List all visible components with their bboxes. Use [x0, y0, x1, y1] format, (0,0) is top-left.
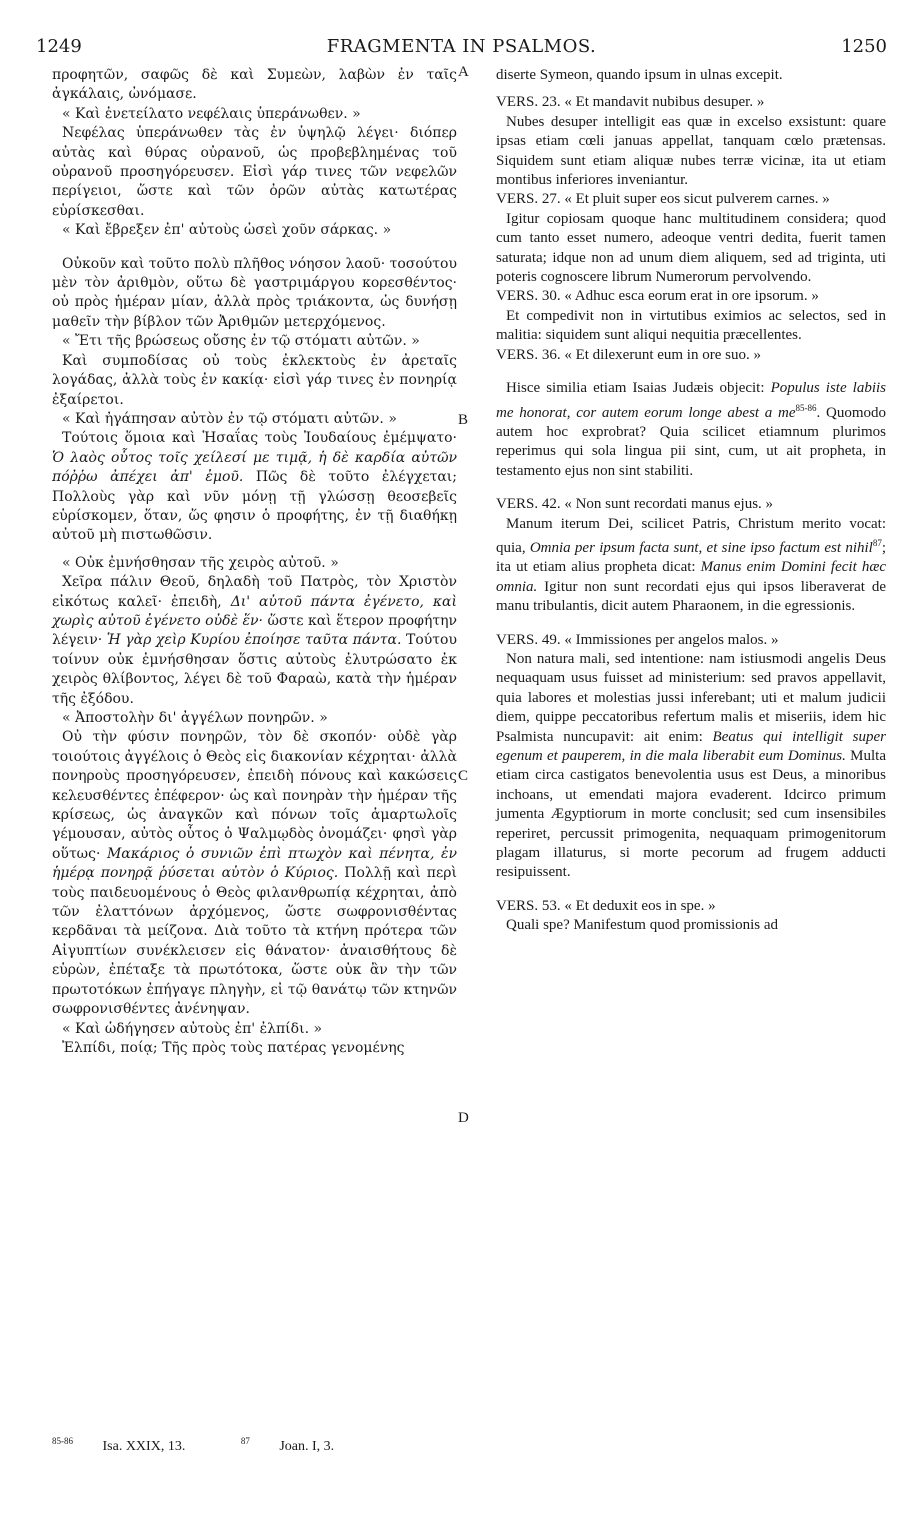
greek-verse-53: « Καὶ ὡδήγησεν αὐτοὺς ἐπ' ἐλπίδι. » [62, 1020, 323, 1037]
greek-paragraph: Νεφέλας ὑπεράνωθεν τὰς ἐν ὑψηλῷ λέγει· διόπερ αὐτὰς καὶ θύρας οὐρανοῦ, ὡς προβεβλημένας τοῦ οὐρανοῦ προσηγόρευσεν. Εἰσὶ γάρ τινες τῶν νεφελῶν περίγειοι, ὥστε καὶ τῶν ὀρῶν αὐτὰς κατωτέρας εὑρίσκεσθαι. [52, 125, 457, 219]
latin-paragraph: Non natura mali, sed intentione: nam istiusmodi angelis Deus nequaquam usus fuisset ad ministerium: sed pravos appellavit, quia labores et molestias jussi inferebant; uti et malum judicii diem, quippe peccatoribus refertum malis et miseriis, idem hic Psalmista nuncupavit: ait enim: Beatus qui intelligit super egenum et pauperem, in die mala liberabit eum Dominus. Multa etiam circa castigatos benevolentia usus est Deus, a minoribus inchoans, ut emendati majora evaderent. Idcirco primum jumenta Ægyptiorum in morte conclusit; sed cum insensibiles reperiret, percussit primogenita, nequaquam primogenitorum plagam illaturus, si morte pecorum ad frugem adducti resipuissent. [496, 650, 886, 881]
latin-scripture-quote: Manus enim Domini fecit hæc omnia. [496, 559, 886, 595]
greek-verse-49: « Ἀποστολὴν δι' ἀγγέλων πονηρῶν. » [62, 710, 328, 726]
latin-paragraph: Igitur copiosam quoque hanc multitudinem considera; quod cum tanto esset numero, adeoque ventri dedita, fuerit tamen saturata; idque non ad unum diem aliquem, sed ad triginta, uti poteris cognoscere librum Numerorum pervolvendo. [496, 210, 886, 286]
greek-scripture-quote: Δι' αὐτοῦ πάντα ἐγένετο, καὶ χωρὶς αὐτοῦ ἐγένετο οὐδὲ ἕν· [52, 593, 457, 629]
latin-paragraph: diserte Symeon, quando ipsum in ulnas excepit. [496, 67, 783, 83]
footnote-ref: 87 [872, 537, 882, 548]
latin-paragraph: Quali spe? Manifestum quod promissionis ad [506, 917, 779, 934]
margin-letter-c: C [458, 768, 469, 784]
footnote-ref: 85-86 [795, 402, 817, 413]
greek-verse-42: « Οὐκ ἐμνήσθησαν τῆς χειρὸς αὐτοῦ. » [62, 554, 339, 571]
page-number-right: 1250 [841, 36, 887, 57]
greek-scripture-quote: Μακάριος ὁ συνιῶν ἐπὶ πτωχὸν καὶ πένητα, ἐν ἡμέρᾳ πονηρᾷ ῥύσεται αὐτὸν ὁ Κύριος. [52, 845, 457, 882]
footnote: $^{87}$ Joan. I, 3. [240, 1436, 335, 1454]
margin-letter-d: D [458, 1110, 469, 1126]
latin-paragraph: Hisce similia etiam Isaias Judæis objecit: Populus iste labiis me honorat, cor autem eorum longe abest a $me^{85-86}$. Quomodo autem hoc exprobrat? Quia scilicet etiamnum plurimos reperimus qui sola lingua pii sint, cum, ut ait propheta, in testamento ejus non sint stabiliti. [496, 380, 886, 479]
latin-verse-27: VERS. 27. « Et pluit super eos sicut pulverem carnes. » [496, 191, 830, 208]
latin-verse-36: VERS. 36. « Et dilexerunt eum in ore suo. » [496, 346, 761, 363]
greek-column [52, 66, 457, 1058]
latin-scripture-quote: Populus iste labiis me honorat, cor autem eorum longe abest a me [496, 380, 886, 421]
greek-paragraph: Οὐ τὴν φύσιν πονηρῶν, τὸν δὲ σκοπόν· οὐδὲ γὰρ τοιούτοις ἀγγέλοις ὁ Θεὸς εἰς διακονίαν κέχρηται· ἀλλὰ πονηροὺς προσηγόρευσεν, ἐπειδὴ πόνους καὶ κακώσεις κελευσθέντες ἐπέφερον· ὡς καὶ πονηρὰν τὴν ἡμέραν τῆς κρίσεως, ὡς ἀναγκῶν καὶ πόνων τοῖς ἁμαρτωλοῖς γέμουσαν, αὐτὸς οὗτος ὁ Ψαλμῳδὸς ὀνομάζει· φησὶ γὰρ οὕτως· Μακάριος ὁ συνιῶν ἐπὶ πτωχὸν καὶ πένητα, ἐν ἡμέρᾳ πονηρᾷ ῥύσεται αὐτὸν ὁ Κύριος. Πολλῇ καὶ περὶ τοὺς παιδευομένους ὁ Θεὸς φιλανθρωπίᾳ κέχρηται, ἀπὸ τῶν ἐλαττόνων ἀρχόμενος, ὥστε σωφρονισθέντας κερδᾶναι τὰ μείζονα. Διὰ τοῦτο τὰ κτήνη πρότερα τῶν Αἰγυπτίων συνέκλεισεν εἰς θάνατον· ἀναισθήτους δὲ εὑρὼν, ἐπέταξε τὰ πρωτότοκα, ὥστε οὐκ ἂν τὴν τῶν πρωτοτόκων ἐπήγαγε πληγὴν, εἰ τῷ θανάτῳ τῶν κτηνῶν σωφρονισθέντες ἀνένηψαν. [52, 729, 457, 1018]
latin-verse-30: VERS. 30. « Adhuc esca eorum erat in ore ipsorum. » [496, 288, 819, 305]
greek-scripture-quote: Ἡ γὰρ χεὶρ Κυρίου ἐποίησε ταῦτα πάντα. [106, 632, 402, 649]
greek-paragraph: Οὐκοῦν καὶ τοῦτο πολὺ πλῆθος νόησον λαοῦ· τοσούτου μὲν τὸν ἀριθμὸν, οὕτω δὲ γαστριμάργου κορεσθέντος· οὐ πρὸς ἡμέραν μίαν, ἀλλὰ πρὸς τριάκοντα, ὡς δυνήσῃ μαθεῖν τὴν βίβλον τῶν Ἀριθμῶν μετερχόμενος. [52, 255, 457, 330]
latin-verse-23: VERS. 23. « Et mandavit nubibus desuper. » [496, 94, 765, 111]
page-number-left: 1249 [36, 36, 82, 57]
latin-paragraph: Manum iterum Dei, scilicet Patris, Christum merito vocat: quia, Omnia per ipsum facta sunt, et sine ipso factum est nihil$^{87}$; ita ut etiam alius propheta dicat: Manus enim Domini fecit hæc omnia. Igitur non sunt recordati ejus qui ipsos liberaverat de manu tribulantis, dicit autem Pharaonem, in die egressionis. [496, 515, 886, 615]
latin-paragraph: Et compedivit non in virtutibus eximios ac selectos, sed in malitia: siquidem sunt aliqui nequitia præcellentes. [496, 307, 886, 344]
latin-verse-53: VERS. 53. « Et deduxit eos in spe. » [496, 897, 716, 914]
latin-column [496, 66, 886, 936]
margin-letter-b: B [458, 412, 469, 428]
greek-paragraph: Χεῖρα πάλιν Θεοῦ, δηλαδὴ τοῦ Πατρὸς, τὸν Χριστὸν εἰκότως καλεῖ· ἐπειδὴ, Δι' αὐτοῦ πάντα ἐγένετο, καὶ χωρὶς αὐτοῦ ἐγένετο οὐδὲ ἕν· ὥστε καὶ ἕτερον προφήτην λέγειν· Ἡ γὰρ χεὶρ Κυρίου ἐποίησε ταῦτα πάντα. Τούτου τοίνυν οὐκ ἐμνήσθησαν ὅστις αὐτοὺς ἐλυτρώσατο ἐκ χειρὸς θλίβοντος, λέγει δὲ τοῦ Φαραὼ, κατὰ τὴν ἡμέραν τῆς ἐξόδου. [52, 574, 458, 707]
running-title: FRAGMENTA IN PSALMOS. [326, 36, 597, 57]
greek-paragraph: Ἐλπίδι, ποίᾳ; Τῆς πρὸς τοὺς πατέρας γενομένης [62, 1039, 405, 1056]
greek-paragraph: Καὶ συμποδίσας οὐ τοὺς ἐκλεκτοὺς ἐν ἀρεταῖς λογάδας, ἀλλὰ τοὺς ἐν κακίᾳ· εἰσὶ γάρ τινες ἐν πονηρίᾳ ἐξαίρετοι. [52, 352, 457, 408]
greek-verse-30: « Ἔτι τῆς βρώσεως οὔσης ἐν τῷ στόματι αὐτῶν. » [62, 333, 420, 350]
greek-verse-23: « Καὶ ἐνετείλατο νεφέλαις ὑπεράνωθεν. » [62, 105, 361, 122]
latin-verse-49: VERS. 49. « Immissiones per angelos malos. » [496, 631, 779, 648]
page-header [0, 36, 923, 64]
latin-scripture-quote: Beatus qui intelligit super egenum et pauperem, in die mala liberabit eum Dominus. [496, 728, 886, 764]
greek-paragraph: Τούτοις ὅμοια καὶ Ἡσαΐας τοὺς Ἰουδαίους ἐμέμψατο· Ὁ λαὸς οὗτος τοῖς χείλεσί με τιμᾷ, ἡ δὲ καρδία αὐτῶν πόῤῥω ἀπέχει ἀπ' ἐμοῦ. Πῶς δὲ τοῦτο ἐλέγχεται; Πολλοὺς γὰρ καὶ νῦν μόνῃ τῇ γλώσσῃ θεοσεβεῖς εὑρίσκομεν, ὅταν, ὥς φησιν ὁ προφήτης, ἐν τῇ διαθήκῃ αὐτοῦ μὴ πιστωθῶσιν. [52, 430, 457, 544]
margin-letter-a: A [458, 64, 469, 80]
greek-scripture-quote: Ὁ λαὸς οὗτος τοῖς χείλεσί με τιμᾷ, ἡ δὲ καρδία αὐτῶν πόῤῥω ἀπέχει ἀπ' ἐμοῦ. [52, 449, 457, 486]
latin-scripture-quote: Omnia per ipsum facta sunt, et sine ipso factum est nihil [529, 539, 873, 556]
latin-verse-42: VERS. 42. « Non sunt recordati manus ejus. » [496, 496, 774, 513]
footnotes [52, 1436, 892, 1455]
greek-paragraph: προφητῶν, σαφῶς δὲ καὶ Συμεὼν, λαβὼν ἐν ταῖς ἀγκάλαις, ὠνόμασε. [52, 67, 457, 103]
greek-verse-36: « Καὶ ἠγάπησαν αὐτὸν ἐν τῷ στόματι αὐτῶν. » [62, 410, 397, 427]
latin-paragraph: Nubes desuper intelligit eas quæ in excelso exsistunt: quare ipsas etiam cœli januas appellat, tanquam cœlo prætensas. Siquidem sunt etiam aliquæ nubes terræ vicinæ, ita ut etiam montibus inferiores inveniantur. [496, 113, 886, 189]
greek-verse-27: « Καὶ ἔβρεξεν ἐπ' αὐτοὺς ὡσεὶ χοῦν σάρκας. » [62, 222, 392, 239]
footnote: $^{85-86}$ Isa. XXIX, 13. [52, 1436, 186, 1454]
